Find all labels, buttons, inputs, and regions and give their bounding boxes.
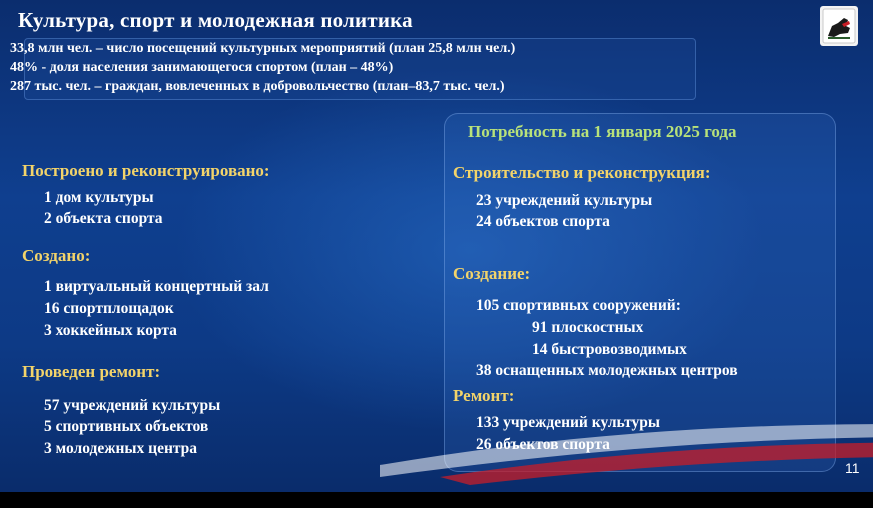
slide-title: Культура, спорт и молодежная политика [18,8,413,32]
list-item: 3 молодежных центра [44,440,198,457]
construction-heading: Строительство и реконструкция: [453,163,711,182]
list-item: 14 быстровозводимых [532,341,687,358]
list-item: 2 объекта спорта [44,210,163,227]
crest-icon [820,6,858,46]
creation-heading: Создание: [453,264,531,283]
created-heading: Создано: [22,246,91,265]
list-item: 24 объектов спорта [476,213,610,230]
stat-line: 33,8 млн чел. – число посещений культурных мероприятий (план 25,8 млн чел.) [10,41,516,56]
needs-panel-title: Потребность на 1 января 2025 года [468,122,737,141]
repair-heading-right: Ремонт: [453,386,515,405]
list-item: 16 спортплощадок [44,300,174,317]
page-number: 11 [845,460,860,476]
list-item: 133 учреждений культуры [476,414,661,431]
repair-heading: Проведен ремонт: [22,362,161,381]
list-item: 38 оснащенных молодежных центров [476,362,738,379]
list-item: 1 дом культуры [44,189,154,206]
decorative-swoosh [380,395,873,485]
list-item: 57 учреждений культуры [44,397,221,414]
built-heading: Построено и реконструировано: [22,161,270,180]
list-item: 26 объектов спорта [476,436,610,453]
list-item: 5 спортивных объектов [44,418,209,435]
list-item: 105 спортивных сооружений: [476,297,681,314]
list-item: 91 плоскостных [532,319,644,336]
list-item: 23 учреждений культуры [476,192,653,209]
list-item: 1 виртуальный концертный зал [44,278,269,295]
bottom-black-bar [0,492,873,508]
stat-line: 48% - доля населения занимающегося спортом (план – 48%) [10,60,394,75]
list-item: 3 хоккейных корта [44,322,177,339]
stat-line: 287 тыс. чел. – граждан, вовлеченных в добровольчество (план–83,7 тыс. чел.) [10,79,505,94]
